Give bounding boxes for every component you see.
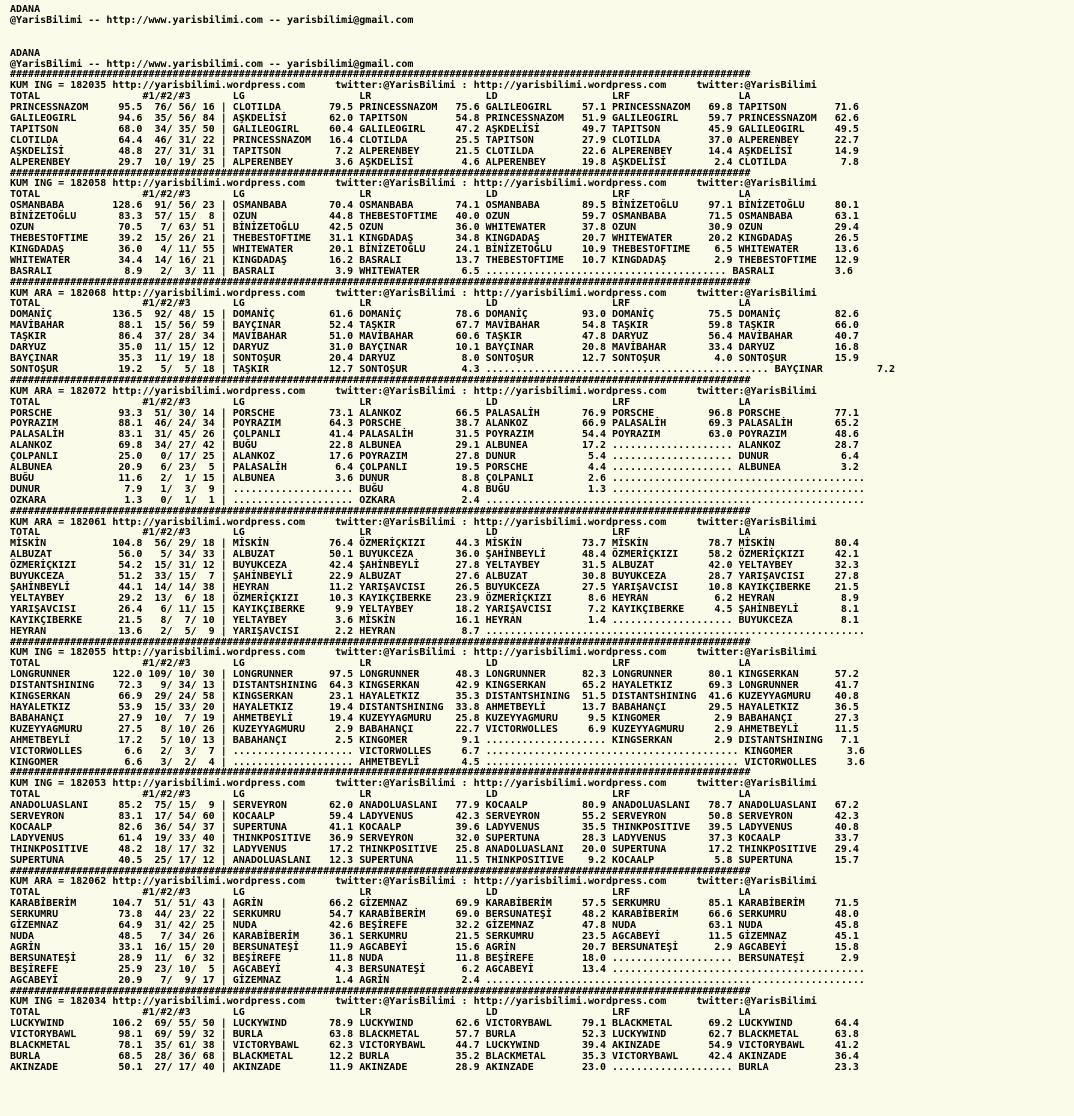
header-contact: @YarisBilimi -- http://www.yarisbilimi.com -- yarisbilimi@gmail.com [10, 14, 414, 26]
header-title: ADANA [10, 4, 41, 15]
race-table: ########################################################################################################################### KUM ING = 182053 http://yarisbilimi.wordpress.com twitter:@YarisBilimi : http://yarisbilimi.wordpress.com twitter:@YarisBilimi TOTAL #1/#2/#3 LG LR LD LRF LA ANADOLUASLANI 85.2 75/ 15/ 9 | SERVEYRON 62.0 ANADOLUASLANI 77.9 KOCAALP 80.9 ANADOLUASLANI 78.7 ANADOLUASLANI 67.2 SERVEYRON 83.1 17/ 54/ 60 | KOCAALP 59.4 LADYVENUS 42.3 SERVEYRON 55.2 SERVEYRON 50.8 SERVEYRON 42.3 KOCAALP 82.6 36/ 54/ 37 | SUPERTUNA 41.1 KOCAALP 39.6 LADYVENUS 35.5 THINKPOSITIVE 39.5 LADYVENUS 40.8 LADYVENUS 61.4 19/ 33/ 40 | THINKPOSITIVE 36.9 SERVEYRON 32.0 SUPERTUNA 28.3 LADYVENUS 37.3 KOCAALP 33.7 THINKPOSITIVE 48.2 18/ 17/ 32 | LADYVENUS 17.2 THINKPOSITIVE 25.8 ANADOLUASLANI 20.0 SUPERTUNA 17.2 THINKPOSITIVE 29.4 SUPERTUNA 40.5 25/ 17/ 12 | ANADOLUASLANI 12.3 SUPERTUNA 11.5 THINKPOSITIVE 9.2 KOCAALP 5.8 SUPERTUNA 15.7 [10, 767, 859, 866]
race-table: ########################################################################################################################### KUM ARA = 182072 http://yarisbilimi.wordpress.com twitter:@YarisBilimi : http://yarisbilimi.wordpress.com twitter:@YarisBilimi TOTAL #1/#2/#3 LG LR LD LRF LA PORSCHE 93.3 51/ 30/ 14 | PORSCHE 73.1 ALANKOZ 66.5 PALASALİH 76.9 PORSCHE 96.8 PORSCHE 77.1 POYRAZIM 88.1 46/ 24/ 34 | POYRAZIM 64.3 PORSCHE 38.7 ALANKOZ 66.9 PALASALİH 69.3 PALASALİH 65.2 PALASALİH 83.1 31/ 45/ 26 | ÇOLPANLI 41.4 PALASALİH 31.5 POYRAZIM 54.4 POYRAZIM 63.0 POYRAZIM 48.6 ALANKOZ 69.8 34/ 27/ 42 | BUĞU 22.8 ALBUNEA 29.1 ALBUNEA 17.2 .................... ALANKOZ 28.7 ÇOLPANLI 25.0 0/ 17/ 25 | ALANKOZ 17.6 POYRAZIM 27.8 DUNUR 5.4 .................... DUNUR 6.4 ALBUNEA 20.9 6/ 23/ 5 | PALASALİH 6.4 ÇOLPANLI 19.5 PORSCHE 4.4 .................... ALBUNEA 3.2 BUĞU 11.6 2/ 1/ 15 | ALBUNEA 3.6 DUNUR 8.8 ÇOLPANLI 2.6 .......................................... DUNUR 7.9 1/ 3/ 9 | .................... BUĞU 4.8 BUĞU 1.3 .......................................... OZKARA 1.3 0/ 1/ 1 | .................... OZKARA 2.4 ............................................................... [10, 374, 865, 506]
race-table: ########################################################################################################################### KUM ING = 182058 http://yarisbilimi.wordpress.com twitter:@YarisBilimi : http://yarisbilimi.wordpress.com twitter:@YarisBilimi TOTAL #1/#2/#3 LG LR LD LRF LA OSMANBABA 128.6 91/ 56/ 23 | OSMANBABA 70.4 OSMANBABA 74.1 OSMANBABA 89.5 BİNİZETOĞLU 97.1 BİNİZETOĞLU 80.1 BİNİZETOĞLU 83.3 57/ 15/ 8 | OZUN 44.8 THEBESTOFTIME 40.0 OZUN 59.7 OSMANBABA 71.5 OSMANBABA 63.1 OZUN 70.5 7/ 63/ 51 | BİNİZETOĞLU 42.5 OZUN 36.0 WHITEWATER 37.8 OZUN 30.9 OZUN 29.4 THEBESTOFTIME 39.2 15/ 26/ 21 | THEBESTOFTIME 31.1 KINGDADAŞ 34.8 KINGDADAŞ 20.7 WHITEWATER 20.2 KINGDADAŞ 26.5 KINGDADAŞ 36.0 4/ 11/ 55 | WHITEWATER 20.1 BİNİZETOĞLU 24.1 BİNİZETOĞLU 10.9 THEBESTOFTIME 6.5 WHITEWATER 13.6 WHITEWATER 34.4 14/ 16/ 21 | KINGDADAŞ 16.2 BASRALI 13.7 THEBESTOFTIME 10.7 KINGDADAŞ 2.9 THEBESTOFTIME 12.9 BASRALI 8.9 2/ 3/ 11 | BASRALI 3.9 WHITEWATER 6.5 ........................................ BASRALI 3.6 [10, 167, 859, 277]
header-block-1 [10, 5, 1064, 27]
spacer [10, 27, 1064, 49]
race-table: ########################################################################################################################### KUM ARA = 182061 http://yarisbilimi.wordpress.com twitter:@YarisBilimi : http://yarisbilimi.wordpress.com twitter:@YarisBilimi TOTAL #1/#2/#3 LG LR LD LRF LA MİSKİN 104.8 56/ 29/ 18 | MİSKİN 76.4 ÖZMERİÇKIZI 44.3 MİSKİN 73.7 MİSKİN 78.7 MİSKİN 80.4 ALBUZAT 56.0 5/ 34/ 33 | ALBUZAT 50.1 BUYUKCEZA 36.0 ŞAHİNBEYLİ 48.4 ÖZMERİÇKIZI 58.2 ÖZMERİÇKIZI 42.1 ÖZMERİÇKIZI 54.2 15/ 31/ 12 | BUYUKCEZA 42.4 ŞAHİNBEYLİ 27.8 YELTAYBEY 31.5 ALBUZAT 42.0 YELTAYBEY 32.3 BUYUKCEZA 51.2 33/ 15/ 7 | ŞAHİNBEYLİ 22.9 ALBUZAT 27.6 ALBUZAT 30.8 BUYUKCEZA 28.7 YARIŞAVCISI 27.8 ŞAHİNBEYLİ 44.1 14/ 14/ 38 | HEYRAN 11.2 YARIŞAVCISI 26.5 BUYUKCEZA 27.5 YARIŞAVCISI 10.8 KAYIKÇIBERKE 21.5 YELTAYBEY 29.2 13/ 6/ 18 | ÖZMERİÇKIZI 10.3 KAYIKÇIBERKE 23.9 ÖZMERİÇKIZI 8.6 HEYRAN 6.2 HEYRAN 8.9 YARIŞAVCISI 26.4 6/ 11/ 15 | KAYIKÇIBERKE 9.9 YELTAYBEY 18.2 YARIŞAVCISI 7.2 KAYIKÇIBERKE 4.5 ŞAHİNBEYLİ 8.1 KAYIKÇIBERKE 21.5 8/ 7/ 10 | YELTAYBEY 3.6 MİSKİN 16.1 HEYRAN 1.4 .................... BUYUKCEZA 8.1 HEYRAN 13.6 2/ 5/ 9 | YARIŞAVCISI 2.2 HEYRAN 8.7 ............................................................... [10, 505, 865, 637]
race-table: ########################################################################################################################### KUM ING = 182034 http://yarisbilimi.wordpress.com twitter:@YarisBilimi : http://yarisbilimi.wordpress.com twitter:@YarisBilimi TOTAL #1/#2/#3 LG LR LD LRF LA LUCKYWIND 106.2 69/ 55/ 50 | LUCKYWIND 78.9 LUCKYWIND 62.6 VICTORYBAWL 79.1 BLACKMETAL 69.2 LUCKYWIND 64.4 VICTORYBAWL 98.1 69/ 59/ 32 | BURLA 63.8 BLACKMETAL 57.7 BURLA 52.3 LUCKYWIND 62.7 BLACKMETAL 63.8 BLACKMETAL 78.1 35/ 61/ 38 | VICTORYBAWL 62.3 VICTORYBAWL 44.7 LUCKYWIND 39.4 AKINZADE 54.9 VICTORYBAWL 41.2 BURLA 68.5 28/ 36/ 68 | BLACKMETAL 12.2 BURLA 35.2 BLACKMETAL 35.3 VICTORYBAWL 42.4 AKINZADE 36.4 AKINZADE 50.1 27/ 17/ 40 | AKINZADE 11.9 AKINZADE 28.9 AKINZADE 23.0 .................... BURLA 23.3 [10, 985, 859, 1073]
race-table: ########################################################################################################################### KUM ARA = 182068 http://yarisbilimi.wordpress.com twitter:@YarisBilimi : http://yarisbilimi.wordpress.com twitter:@YarisBilimi TOTAL #1/#2/#3 LG LR LD LRF LA DOMANİÇ 136.5 92/ 48/ 15 | DOMANİÇ 61.6 DOMANİÇ 78.6 DOMANİÇ 93.0 DOMANİÇ 75.5 DOMANİÇ 82.6 MAVİBAHAR 88.1 15/ 56/ 59 | BAYÇINAR 52.4 TAŞKIR 67.7 MAVİBAHAR 54.8 TAŞKIR 59.8 TAŞKIR 66.0 TAŞKIR 86.4 37/ 28/ 34 | MAVİBAHAR 51.0 MAVİBAHAR 60.6 TAŞKIR 47.8 DARYUZ 56.4 MAVİBAHAR 40.7 DARYUZ 35.0 11/ 15/ 12 | DARYUZ 31.0 BAYÇINAR 10.1 BAYÇINAR 20.8 MAVİBAHAR 33.4 DARYUZ 16.8 BAYÇINAR 35.3 11/ 19/ 18 | SONTOŞUR 20.4 DARYUZ 8.0 SONTOŞUR 12.7 SONTOŞUR 4.0 SONTOŞUR 15.9 SONTOŞUR 19.2 5/ 5/ 18 | TAŞKIR 12.7 SONTOŞUR 4.3 ............................................... BAYÇINAR 7.2 [10, 276, 896, 375]
race-table: ########################################################################################################################### KUM ING = 182035 http://yarisbilimi.wordpress.com twitter:@YarisBilimi : http://yarisbilimi.wordpress.com twitter:@YarisBilimi TOTAL #1/#2/#3 LG LR LD LRF LA PRINCESSNAZOM 95.5 76/ 56/ 16 | CLOTILDA 79.5 PRINCESSNAZOM 75.6 GALILEOGIRL 57.1 PRINCESSNAZOM 69.8 TAPITSON 71.6 GALILEOGIRL 94.6 35/ 56/ 84 | AŞKDELİSİ 62.0 TAPITSON 54.8 PRINCESSNAZOM 51.9 GALILEOGIRL 59.7 PRINCESSNAZOM 62.6 TAPITSON 68.0 34/ 35/ 50 | GALILEOGIRL 60.4 GALILEOGIRL 47.2 AŞKDELİSİ 49.7 TAPITSON 45.9 GALILEOGIRL 49.5 CLOTILDA 64.4 46/ 31/ 22 | PRINCESSNAZOM 16.4 CLOTILDA 25.5 TAPITSON 27.9 CLOTILDA 37.0 ALPERENBEY 22.7 AŞKDELİSİ 48.8 27/ 31/ 31 | TAPITSON 7.2 ALPERENBEY 21.5 CLOTILDA 22.6 ALPERENBEY 14.4 AŞKDELİSİ 14.9 ALPERENBEY 29.7 10/ 19/ 25 | ALPERENBEY 3.6 AŞKDELİSİ 4.6 ALPERENBEY 19.8 AŞKDELİSİ 2.4 CLOTILDA 7.8 [10, 69, 859, 168]
header-contact: @YarisBilimi -- http://www.yarisbilimi.com -- yarisbilimi@gmail.com [10, 58, 414, 70]
header-block-2 [10, 49, 1064, 71]
race-table: ########################################################################################################################### KUM ING = 182055 http://yarisbilimi.wordpress.com twitter:@YarisBilimi : http://yarisbilimi.wordpress.com twitter:@YarisBilimi TOTAL #1/#2/#3 LG LR LD LRF LA LONGRUNNER 122.0 109/ 10/ 30 | LONGRUNNER 97.5 LONGRUNNER 48.3 LONGRUNNER 82.3 LONGRUNNER 80.1 KINGSERKAN 57.2 DISTANTSHINING 72.3 9/ 34/ 13 | DISTANTSHINING 64.3 KINGSERKAN 42.9 KINGSERKAN 65.2 HAYALETKIZ 69.3 LONGRUNNER 41.7 KINGSERKAN 66.9 29/ 24/ 58 | KINGSERKAN 23.1 HAYALETKIZ 35.3 DISTANTSHINING 51.5 DISTANTSHINING 41.6 KUZEYYAGMURU 40.8 HAYALETKIZ 53.9 15/ 33/ 20 | HAYALETKIZ 19.4 DISTANTSHINING 33.8 AHMETBEYLİ 13.7 BABAHANÇI 29.5 HAYALETKIZ 36.5 BABAHANÇI 27.9 10/ 7/ 19 | AHMETBEYLİ 19.4 KUZEYYAGMURU 25.8 KUZEYYAGMURU 9.5 KINGOMER 2.9 BABAHANÇI 27.3 KUZEYYAGMURU 27.5 8/ 10/ 26 | KUZEYYAGMURU 2.9 BABAHANÇI 22.7 VICTORWOLLES 6.9 KUZEYYAGMURU 2.9 AHMETBEYLİ 11.5 AHMETBEYLİ 17.2 5/ 10/ 13 | BABAHANÇI 2.5 KINGOMER 9.1 .................... KINGSERKAN 2.9 DISTANTSHINING 7.1 VICTORWOLLES 6.6 2/ 3/ 7 | .................... VICTORWOLLES 6.7 .......................................... KINGOMER 3.6 KINGOMER 6.6 3/ 2/ 4 | .................... AHMETBEYLİ 4.5 .......................................... VICTORWOLLES 3.6 [10, 636, 865, 768]
race-table: ########################################################################################################################### KUM ARA = 182062 http://yarisbilimi.wordpress.com twitter:@YarisBilimi : http://yarisbilimi.wordpress.com twitter:@YarisBilimi TOTAL #1/#2/#3 LG LR LD LRF LA KARABİBERİM 104.7 51/ 51/ 43 | AGRİN 66.2 GİZEMNAZ 69.9 KARABİBERİM 57.5 SERKUMRU 85.1 KARABİBERİM 71.5 SERKUMRU 73.8 44/ 23/ 22 | SERKUMRU 54.7 KARABİBERİM 69.0 BERSUNATEŞİ 48.2 KARABİBERİM 66.6 SERKUMRU 48.0 GİZEMNAZ 64.9 31/ 42/ 25 | NUDA 42.6 BEŞİREFE 32.2 GİZEMNAZ 47.8 NUDA 63.1 NUDA 45.8 NUDA 48.5 7/ 34/ 26 | KARABİBERİM 36.1 SERKUMRU 21.5 SERKUMRU 23.5 AGCABEYİ 11.5 GİZEMNAZ 45.1 AGRİN 33.1 16/ 15/ 20 | BERSUNATEŞİ 11.9 AGCABEYİ 15.6 AGRİN 20.7 BERSUNATEŞİ 2.9 AGCABEYİ 15.8 BERSUNATEŞİ 28.9 11/ 6/ 32 | BEŞİREFE 11.8 NUDA 11.8 BEŞİREFE 18.0 .................... BERSUNATEŞİ 2.9 BEŞİREFE 25.9 23/ 10/ 5 | AGCABEYİ 4.3 BERSUNATEŞİ 6.2 AGCABEYİ 13.4 .......................................... AGCABEYİ 20.9 7/ 9/ 17 | GİZEMNAZ 1.4 AGRİN 2.4 ............................................................... [10, 865, 865, 986]
header-title: ADANA [10, 47, 41, 59]
